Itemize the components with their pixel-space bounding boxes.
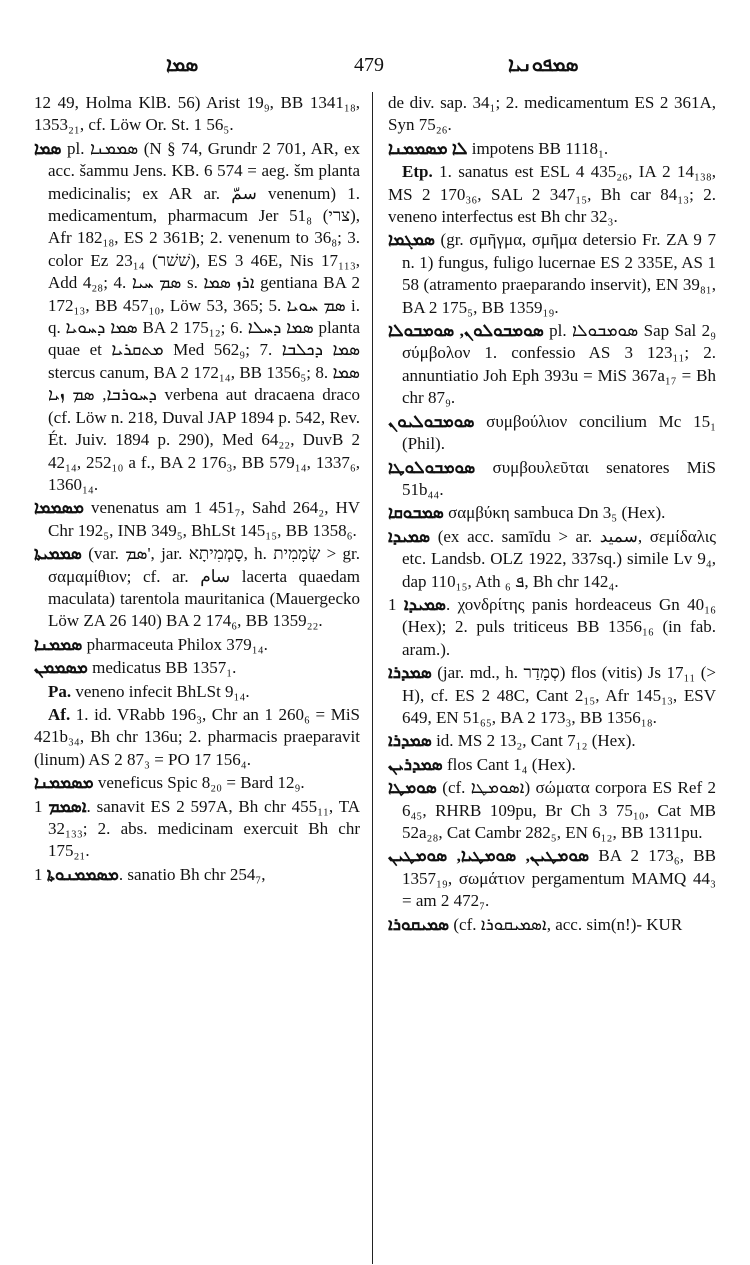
entry-text: (ex acc. samīdu > ar. سميد, σεμίδαλις etc. Landsb. OLZ 1922, 337sq.) simile Lv 9₄, dap 110₁₅, Ath ܦ ₆, Bh chr 142₄.: [402, 526, 716, 591]
page-number: 479: [354, 54, 384, 76]
entry-text: 1. sanatus est ESL 4 435₂₆, IA 2 14₁₃₈, MS 2 170₃₆, SAL 2 347₁₅, Bh car 84₁₃; 2. veneno interfectus est Bh chr 32₃.: [388, 162, 716, 227]
entry-text: (cf. ܐܣܘܡܛܐ) σώματα corpora ES Ref 2 6₄₅, RHRB 109pu, Br Ch 3 75₁₀, Cat MB 52a₂₈, Cat Cambr 282₅, EN 6₁₂, BB 1311pu.: [402, 778, 716, 842]
entry-headword: ܡܣܡܡܢܐ: [34, 773, 94, 793]
entry-headword: ܡܣܡܡܢܘܬܐ: [46, 864, 119, 884]
entry-headword: ܣܡܓܡܐ: [388, 230, 435, 250]
entry-headword: ܣܘܡܛܝܢ, ܣܘܡܛܝܐ, ܣܘܡܛܝܢ: [388, 846, 590, 866]
entry-headword: ܣܡܡܝܬܐ: [34, 544, 82, 564]
entry-text: 1. χονδρίτης panis hordeaceus Gn 40₁₆ (Hex); 2. puls triticeus BB 1356₁₆ (in fab. aram.).: [388, 594, 716, 659]
entry-text: medicatus BB 1357₁.: [92, 658, 237, 678]
entry-headword: ܣܘܡܒܘܠܘܢ, ܣܘܡܒܘܠܐ: [388, 321, 544, 341]
dictionary-entry: [388, 845, 716, 912]
entry-headword: ܣܡܝܕܐ: [388, 526, 431, 546]
column-divider: [372, 92, 373, 1264]
dictionary-entry: [34, 796, 360, 863]
right-column: [388, 92, 716, 937]
entry-headword: ܡܣܡܡܢ: [34, 658, 88, 678]
dictionary-entry: [388, 730, 716, 752]
dictionary-entry: [388, 457, 716, 502]
entry-headword: ܣܡܝܕܐ: [403, 594, 446, 614]
dictionary-entry: [388, 754, 716, 776]
entry-text: συμβουλεῦται senatores MiS 51b₄₄.: [402, 457, 717, 499]
entry-text: BA 2 173₆, BB 1357₁₉, σωμάτιον pergamentum MAMQ 44₃ = am 2 472₇.: [402, 846, 716, 911]
dictionary-entry: [34, 704, 360, 771]
entry-text: pl. ܣܡܡܢܐ (N § 74, Grundr 2 701, AR, ex acc. šammu Jens. KB. 6 574 = aeg. šm planta medicinalis; ex AR ar. سمّ venenum) 1. medicamentum, pharmacum Jer 51₈ (צרי), Afr 182₁₈, ES 2 361B; 2. venenum to 36₈; 3. color Ez 23₁₄ (שׁשׁר), ES 3 46E, Nis 17₁₁₃, Add 4₂₈; 4. ܣܡ ܚܝܐ s. ܐܪܙ ܣܡܐ gentiana BA 2 172₁₃, BB 457₁₀, Löw 53, 365; 5. ܣܡ ܚܘܝܐ i. q. ܣܡܐ ܕܚܘܝܐ BA 2 175₁₂; 6. ܣܡܐ ܕܚܠܐ planta quae et ܡܬܩܪܝܐ Med 562₉; 7. ܣܡܐ ܕܟܠܒܐ stercus canum, BA 2 172₁₄, BB 1356₅; 8. ܣܡܐ ܕܚܘܪܒܐ, ܣܡ ܙܝܐ verbena aut dracaena draco (cf. Löw n. 218, Duval JAP 1894 p. 542, Rev. Ét. Juiv. 1894 p. 290), Med 64₂₂, DuvB 2 42₁₄, 252₁₀ a f., BA 2 176₃, BB 579₁₄, 1337₆, 1360₁₄.: [48, 138, 361, 494]
dictionary-entry: [388, 411, 716, 456]
entry-headword: ܣܘܡܛܐ: [388, 778, 437, 798]
entry-headword: ܣܡܡܢܐ: [34, 634, 83, 654]
entry-text: 1. sanavit ES 2 597A, Bh chr 455₁₁, TA 32₁₃₃; 2. abs. medicinam exercuit Bh chr 175₂₁.: [34, 796, 360, 861]
entry-headword: ܣܡܕܪܝܢ: [388, 754, 443, 774]
dictionary-entry: [34, 772, 360, 794]
entry-text: (gr. σμῆγμα, σμῆμα detersio Fr. ZA 9 7 n. 1) fungus, fuligo lucernae ES 2 335E, AS 1 58 (atramento praeparando inservit), EN 39₈₁, BA 2 175₅, BB 1359₁₉.: [402, 230, 716, 317]
dictionary-entry: [34, 657, 360, 679]
entry-text: 12 49, Holma KlB. 56) Arist 19₉, BB 1341₁₈, 1353₂₁, cf. Löw Or. St. 1 56₅.: [34, 93, 360, 135]
entry-text: συμβούλιον concilium Mc 15₁ (Phil).: [402, 411, 716, 454]
dictionary-entry: [388, 92, 716, 137]
dictionary-entry: [388, 502, 716, 524]
entry-headword: ܣܡܐ: [34, 138, 62, 158]
dictionary-entry: [388, 526, 716, 593]
entry-headword: ܣܡܝܩܘܪܐ: [388, 914, 450, 934]
entry-headword: ܣܡܕܪܐ: [388, 663, 432, 683]
dictionary-entry: [34, 681, 360, 703]
entry-stem-label: Af.: [48, 704, 71, 724]
dictionary-entry: [388, 161, 716, 228]
entry-headword: ܣܘܡܒܘܠܝܘܢ: [388, 411, 475, 431]
dictionary-entry: [34, 543, 360, 633]
entry-text: (jar. md., h. סְמָדַר) flos (vitis) Js 17₁₁ (> H), cf. ES 2 48C, Cant 2₁₅, Afr 145₁₃, ESV 649, EN 51₆₅, BA 2 173₃, BB 1356₁₈.: [402, 663, 716, 727]
dictionary-entry: [34, 138, 360, 497]
dictionary-entry: [34, 634, 360, 656]
entry-text: 1. id. VRabb 196₃, Chr an 1 260₆ = MiS 421b₃₄, Bh chr 136u; 2. pharmacis praeparavit (linum) AS 2 87₃ = PO 17 156₄.: [34, 704, 361, 769]
entry-stem-label: Pa.: [48, 681, 72, 701]
entry-text: pharmaceuta Philox 379₁₄.: [86, 634, 268, 654]
entry-text: de div. sap. 34₁; 2. medicamentum ES 2 361A, Syn 75₂₆.: [388, 93, 716, 135]
dictionary-entry: [34, 864, 360, 886]
dictionary-entry: [388, 320, 716, 410]
dictionary-entry: [388, 914, 716, 936]
entry-text: (cf. ܐܣܡܝܩܘܪܐ, acc. sim(n!)- KUR: [453, 914, 683, 934]
entry-headword: ܣܡܕܪܐ: [388, 731, 432, 751]
entry-text: flos Cant 1₄ (Hex).: [447, 754, 576, 774]
entry-headword: ܣܡܒܘܩܐ: [388, 503, 444, 523]
entry-text: venenatus am 1 451₇, Sahd 264₂, HV Chr 192₅, INB 349₅, BhLSt 145₁₅, BB 1358₆.: [48, 498, 361, 540]
entry-stem-label: Etp.: [402, 162, 433, 182]
left-column: [34, 92, 360, 887]
page-header: [0, 54, 750, 84]
dictionary-entry: [34, 497, 360, 542]
entry-text: id. MS 2 13₂, Cant 7₁₂ (Hex).: [436, 731, 636, 751]
header-right-syriac: ܣܡܦܘܢܝܐ: [508, 54, 579, 76]
entry-text: 1. sanatio Bh chr 254₇,: [34, 864, 266, 884]
entry-text: impotens BB 1118₁.: [471, 138, 609, 158]
dictionary-entry: [388, 662, 716, 729]
dictionary-entry: [34, 92, 360, 137]
entry-headword: ܡܣܡܡܐ: [34, 498, 85, 518]
entry-text: pl. ܣܘܡܒܘܠܐ Sap Sal 2₉ σύμβολον 1. confessio AS 3 123₁₁; 2. annuntiatio Joh Eph 393u = MiS 367a₁₇ = Bh chr 87₉.: [402, 321, 717, 408]
dictionary-entry: [388, 229, 716, 319]
header-left-syriac: ܣܡܐ: [166, 54, 199, 76]
entry-headword: ܐܣܡܡ: [48, 796, 87, 816]
entry-text: (var. ܣܡ', jar. סָמְמִיתָא, h. שְׂמָמִית > gr. σαμαμίθιον; cf. ar. سام lacerta quaedam maculata) tarentola mauritanica (Mauergecko Löw ZA 26 140) BA 2 174₆, BB 1359₂₂.: [48, 544, 360, 631]
dictionary-entry: [388, 138, 716, 160]
entry-headword: ܣܘܡܒܘܠܘܛܐ: [388, 457, 476, 477]
entry-text: veneficus Spic 8₂₀ = Bard 12₉.: [97, 773, 305, 793]
dictionary-entry: [388, 777, 716, 844]
entry-text: veneno infecit BhLSt 9₁₄.: [75, 681, 250, 701]
entry-headword: ܠܐ ܡܣܡܡܢܐ: [388, 138, 468, 158]
dictionary-entry: [388, 594, 716, 661]
entry-text: σαμβύκη sambuca Dn 3₅ (Hex).: [448, 503, 666, 523]
